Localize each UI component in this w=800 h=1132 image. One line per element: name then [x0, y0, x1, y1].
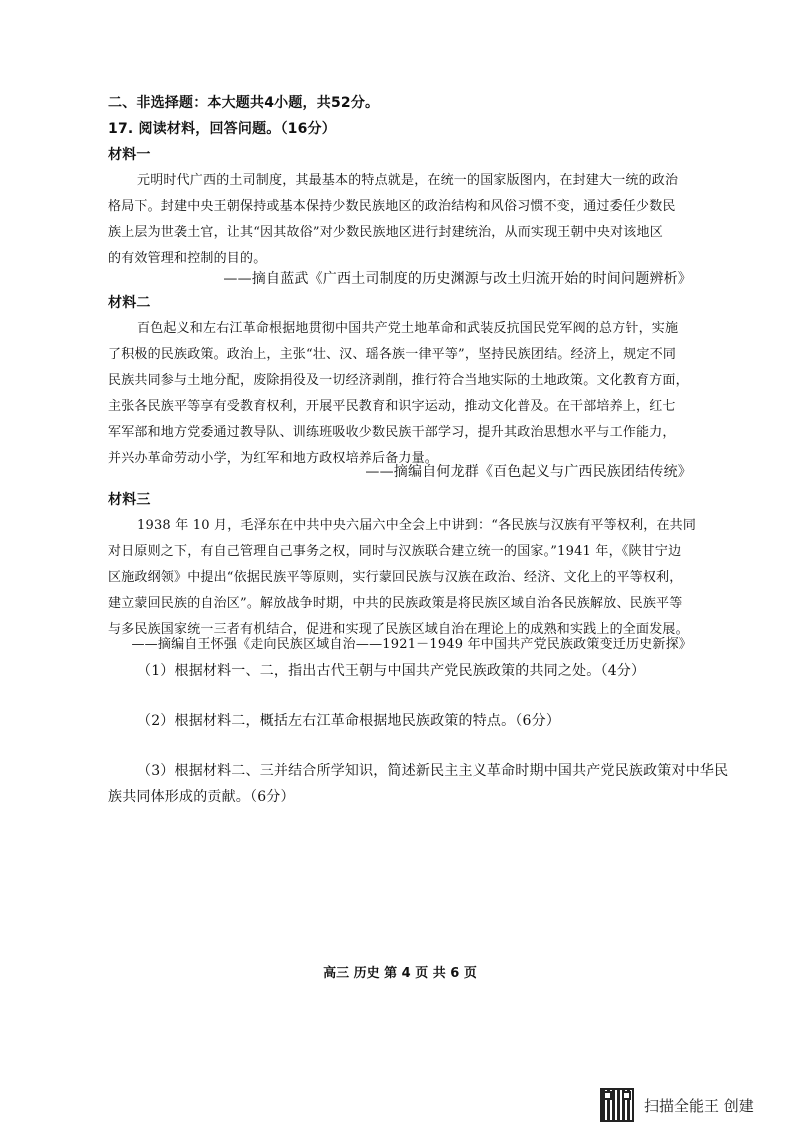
material3-source: ——摘编自王怀强《走向民族区域自治——1921－1949 年中国共产党民族政策变迁历史新探》	[131, 637, 692, 652]
material2-line: 了积极的民族政策。政治上，主张“壮、汉、瑶各族一律平等”，坚持民族团结。经济上，规定不同	[108, 347, 677, 362]
material3-label: 材料三	[108, 492, 151, 508]
material2-line: 并兴办革命劳动小学，为红军和地方政权培养后备力量。	[108, 451, 439, 466]
material1-source: ——摘自蓝武《广西土司制度的历史渊源与改土归流开始的时间问题辨析》	[223, 271, 692, 287]
material2-label: 材料二	[108, 295, 151, 311]
scanner-watermark	[600, 1087, 754, 1123]
material2-line: 军军部和地方党委通过教导队、训练班吸收少数民族干部学习，提升其政治思想水平与工作能力，	[108, 425, 676, 440]
question-1: （1）根据材料一、二，指出古代王朝与中国共产党民族政策的共同之处。（4分）	[137, 663, 646, 679]
material3-line: 区施政纲领》中提出“依据民族平等原则，实行蒙回民族与汉族在政治、经济、文化上的平等权利，	[108, 570, 683, 585]
material2-line: 百色起义和左右江革命根据地贯彻中国共产党土地革命和武装反抗国民党军阀的总方针，实施	[137, 321, 679, 336]
question-2: （2）根据材料二，概括左右江革命根据地民族政策的特点。（6分）	[137, 713, 561, 729]
material2-line: 民族共同参与土地分配，废除捐役及一切经济剥削，推行符合当地实际的土地政策。文化教育方面，	[108, 373, 689, 388]
question-title: 17. 阅读材料，回答问题。（16分）	[108, 121, 336, 137]
watermark-text: 扫描全能王 创建	[644, 1096, 754, 1115]
material1-line: 元明时代广西的土司制度，其最基本的特点就是，在统一的国家版图内，在封建大一统的政治	[137, 173, 679, 188]
section-title: 二、非选择题：本大题共4小题，共52分。	[108, 95, 380, 111]
material1-label: 材料一	[108, 147, 151, 163]
material1-line: 格局下。封建中央王朝保持或基本保持少数民族地区的政治结构和风俗习惯不变，通过委任少数民	[108, 199, 676, 214]
material3-line: 1938 年 10 月，毛泽东在中共中央六届六中全会上中讲到：“各民族与汉族有平等权利，在共同	[137, 518, 697, 533]
material1-line: 的有效管理和控制的目的。	[108, 251, 267, 266]
material2-source: ——摘编自何龙群《百色起义与广西民族团结传统》	[365, 464, 692, 480]
question-3-continued: 族共同体形成的贡献。（6分）	[108, 789, 295, 805]
page-footer: 高三 历史 第 4 页 共 6 页	[323, 966, 477, 981]
material3-line: 对日原则之下，有自己管理自己事务之权，同时与汉族联合建立统一的国家。”1941 年，《陕甘宁边	[108, 544, 682, 559]
question-3: （3）根据材料二、三并结合所学知识，简述新民主主义革命时期中国共产党民族政策对中华民	[137, 763, 729, 779]
material2-line: 主张各民族平等享有受教育权利，开展平民教育和识字运动，推动文化普及。在干部培养上，红七	[108, 399, 676, 414]
material3-line: 建立蒙回民族的自治区”。解放战争时期，中共的民族政策是将民族区域自治各民族解放、民族平等	[108, 596, 683, 611]
qr-code-icon	[600, 1088, 634, 1122]
material1-line: 族上层为世袭土官，让其“因其故俗”对少数民族地区进行封建统治，从而实现王朝中央对该地区	[108, 225, 663, 240]
material3-line: 与多民族国家统一三者有机结合，促进和实现了民族区域自治在理论上的成熟和实践上的全面发展。	[108, 622, 689, 637]
